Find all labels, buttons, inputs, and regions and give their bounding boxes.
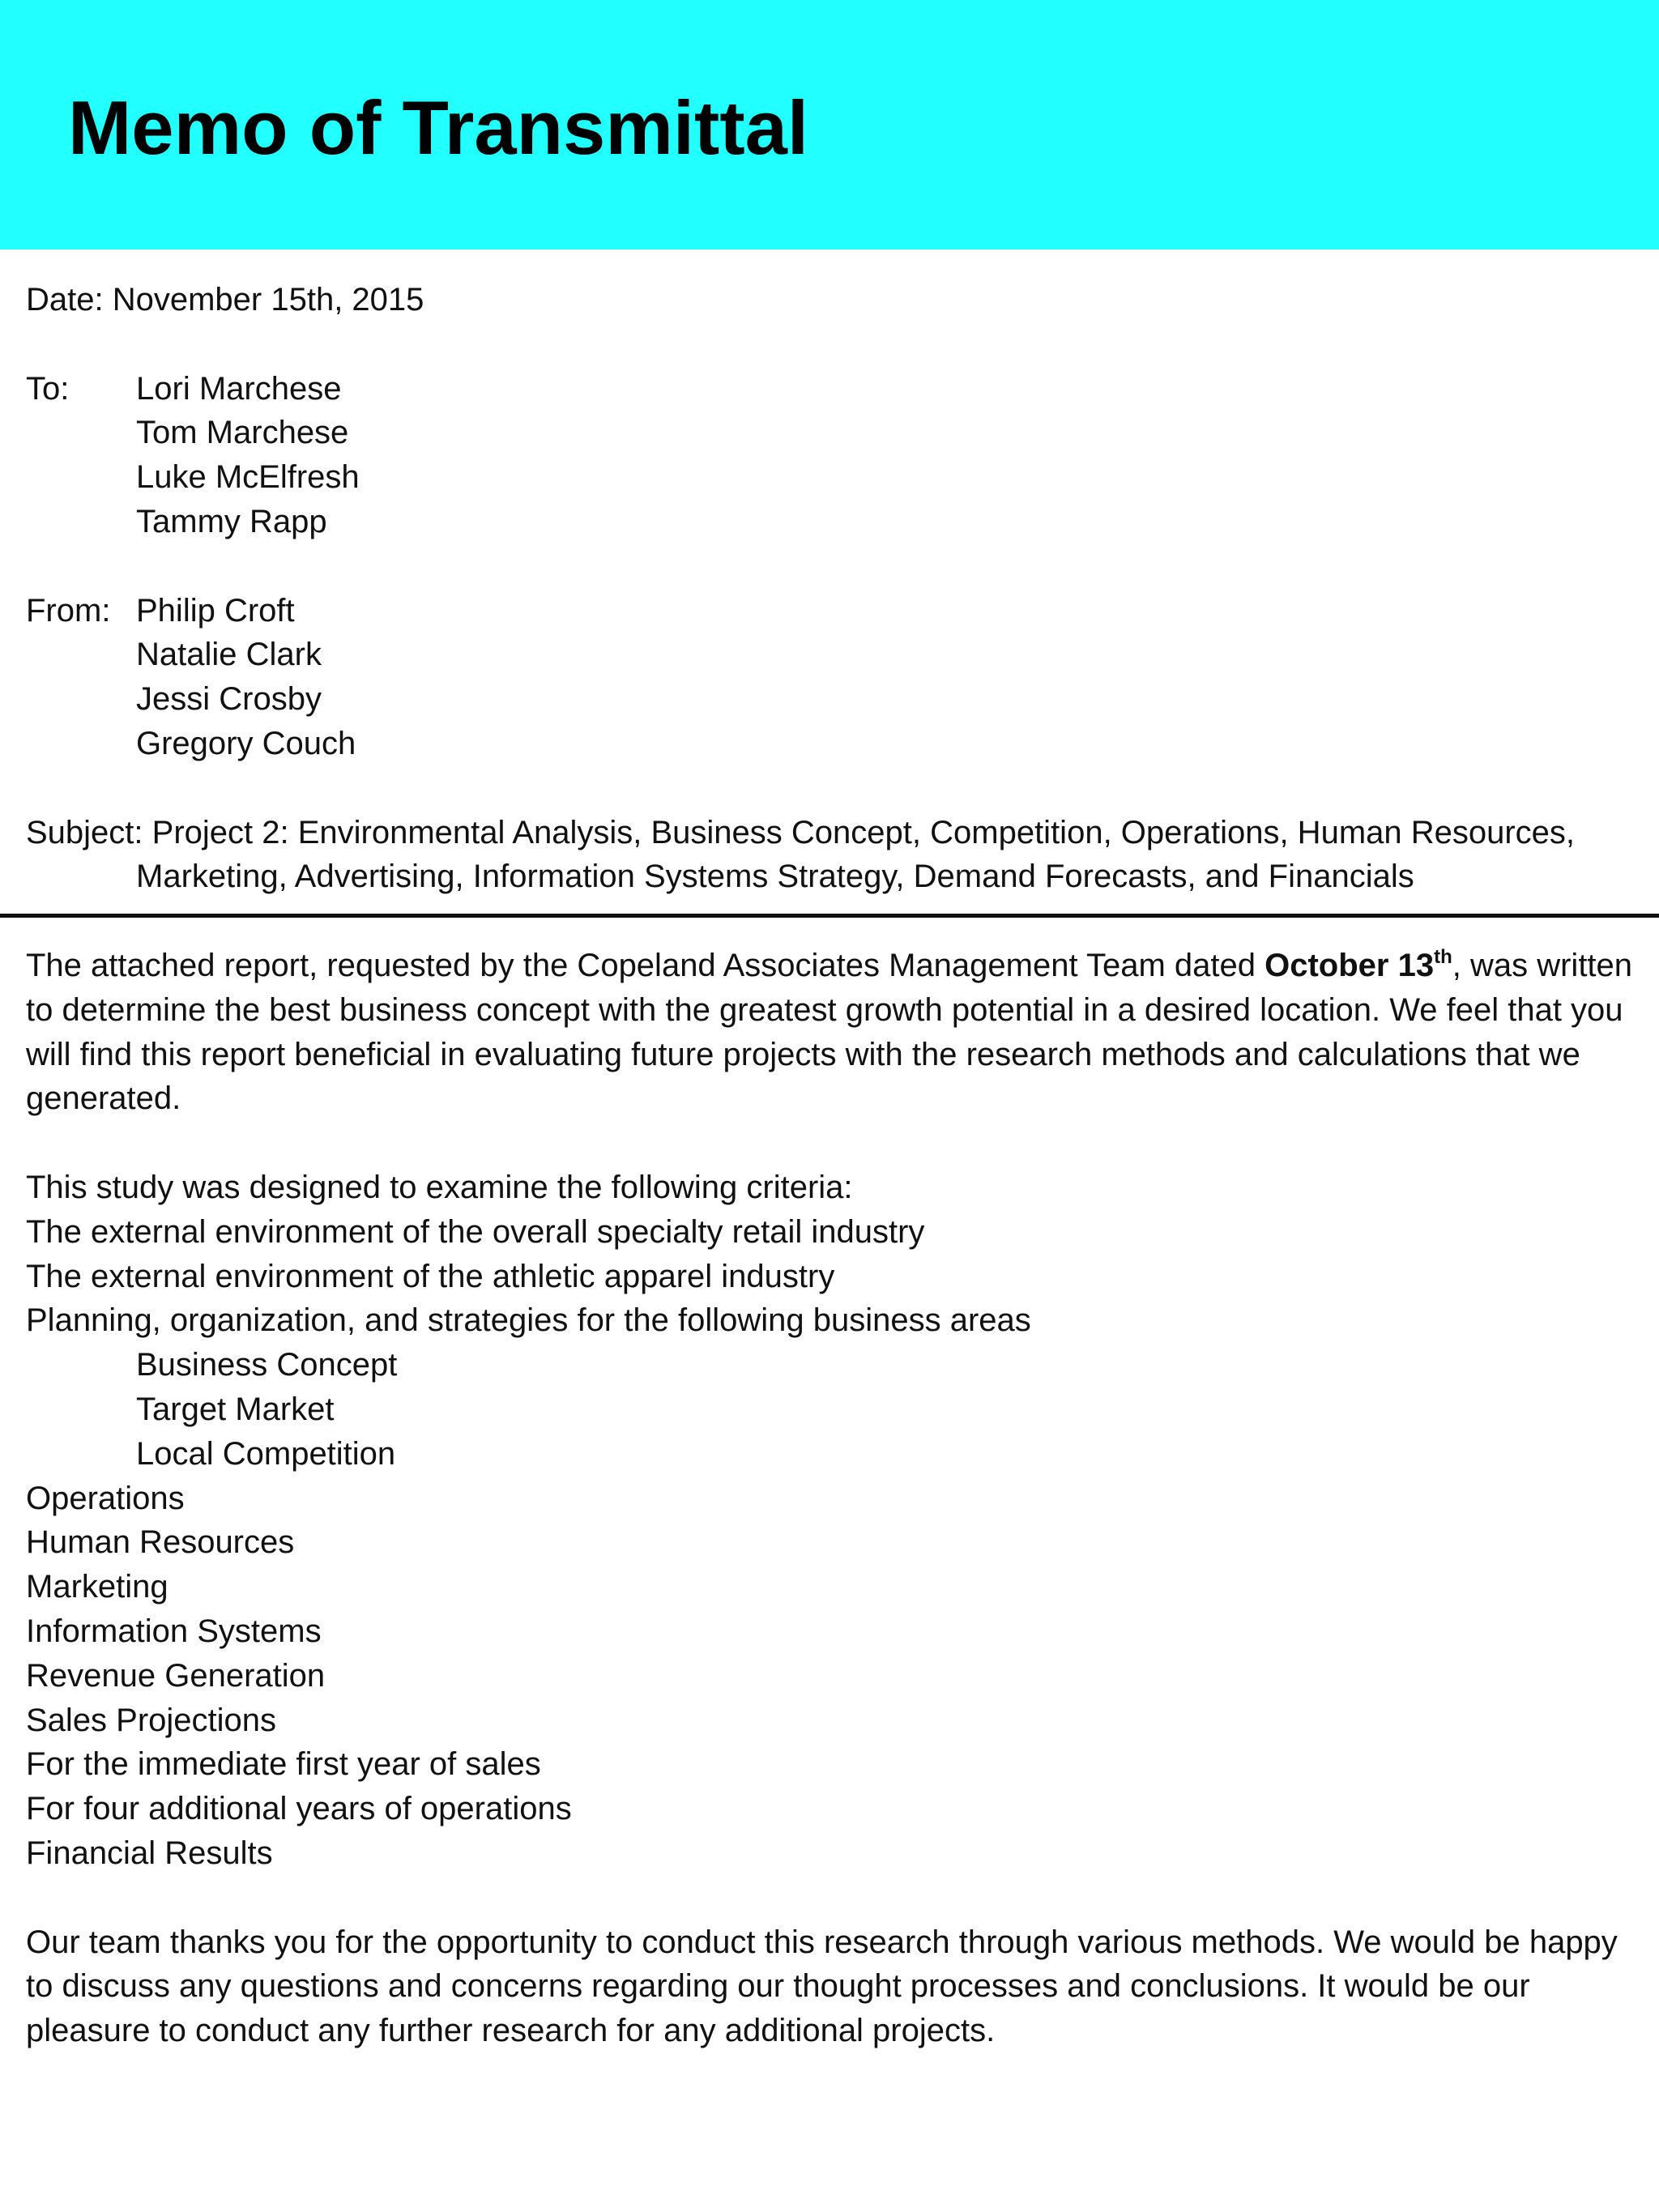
criteria-item: Sales Projections — [26, 1702, 277, 1738]
closing-paragraph: Our team thanks you for the opportunity to conduct this research through various methods. We would be happy to discuss any questions and concerns regarding our thought processes and conclusions. It would be our pleasure to conduct any further research for any additional projects. — [26, 1924, 1618, 2049]
memo-from — [26, 589, 1638, 766]
divider-rule — [0, 914, 1659, 918]
memo-subject — [26, 811, 1638, 900]
sender: Philip Croft — [136, 592, 295, 629]
criteria-item: Target Market — [136, 1391, 335, 1427]
recipient: Lori Marchese — [136, 370, 342, 407]
criteria-list — [26, 1210, 1638, 1876]
criteria-item: For four additional years of operations — [26, 1791, 572, 1827]
sender: Gregory Couch — [136, 725, 356, 761]
criteria-item: Business Concept — [136, 1347, 398, 1383]
criteria-item: For the immediate first year of sales — [26, 1746, 541, 1783]
memo-date: Date: November 15th, 2015 — [26, 282, 424, 318]
memo-to — [26, 367, 1638, 544]
subject-label: Subject: — [26, 814, 143, 850]
criteria-item: Local Competition — [136, 1435, 396, 1472]
from-label: From: — [26, 592, 111, 629]
criteria-item: The external environment of the overall specialty retail industry — [26, 1213, 925, 1250]
criteria-item: Financial Results — [26, 1835, 273, 1871]
sender: Jessi Crosby — [136, 681, 322, 718]
subject-text-line1: Project 2: Environmental Analysis, Business Concept, Competition, Operations, Human Resources, — [151, 814, 1576, 850]
intro-paragraph: The attached report, requested by the Copeland Associates Management Team dated October 13th, was written to determine the best business concept with the greatest growth potential in a desired location. We feel that you will find this report beneficial in evaluating future projects with the research methods and calculations that we generated. — [26, 945, 1633, 1117]
recipient: Luke McElfresh — [136, 459, 360, 496]
criteria-item: The external environment of the athletic apparel industry — [26, 1258, 835, 1294]
memo-header — [26, 278, 1638, 899]
to-label: To: — [26, 370, 70, 407]
recipient: Tammy Rapp — [136, 503, 327, 539]
criteria-item: Planning, organization, and strategies for the following business areas — [26, 1302, 1031, 1339]
report-date: October 13th — [1265, 945, 1452, 983]
title-banner — [0, 0, 1659, 249]
page-title: Memo of Transmittal — [68, 85, 809, 170]
criteria-item: Operations — [26, 1480, 185, 1516]
memo-body — [26, 944, 1638, 2053]
criteria-item: Information Systems — [26, 1613, 322, 1649]
subject-text-line2: Marketing, Advertising, Information Systems Strategy, Demand Forecasts, and Financials — [136, 859, 1414, 895]
criteria-item: Marketing — [26, 1569, 168, 1605]
criteria-intro: This study was designed to examine the following criteria: — [26, 1169, 853, 1205]
recipient: Tom Marchese — [136, 415, 349, 451]
criteria-item: Revenue Generation — [26, 1657, 326, 1694]
sender: Natalie Clark — [136, 637, 322, 673]
criteria-item: Human Resources — [26, 1524, 295, 1561]
